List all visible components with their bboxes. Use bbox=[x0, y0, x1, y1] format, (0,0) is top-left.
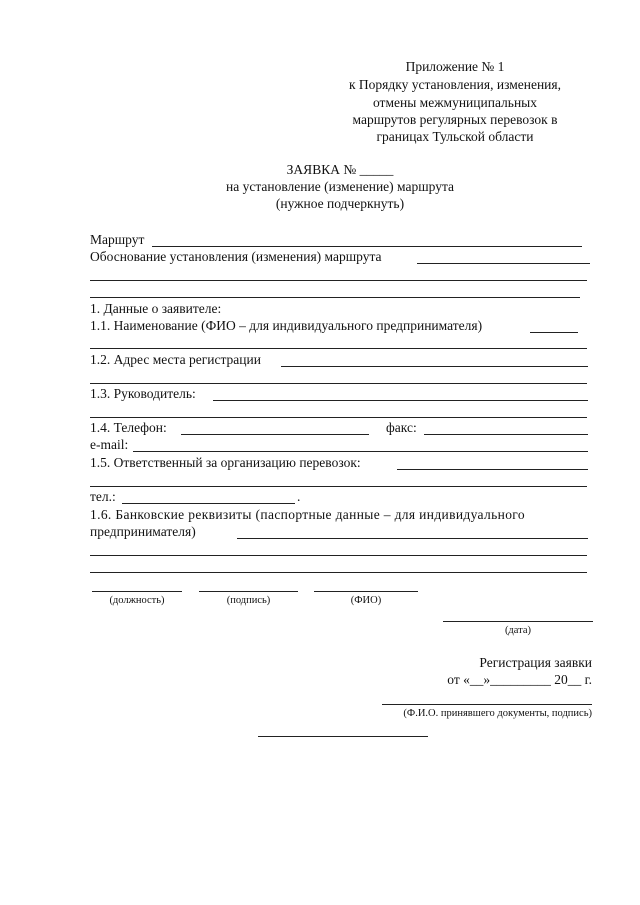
tel-field-line[interactable] bbox=[122, 503, 295, 504]
name-field-line-2[interactable] bbox=[90, 348, 587, 349]
route-label: Маршрут bbox=[90, 232, 145, 247]
head-field-line[interactable] bbox=[213, 400, 588, 401]
phone-field-line[interactable] bbox=[181, 434, 369, 435]
route-field-line[interactable] bbox=[152, 246, 582, 247]
phone-label: 1.4. Телефон: bbox=[90, 420, 167, 435]
registration-date: от «__»_________ 20__ г. bbox=[447, 672, 592, 687]
bank-details-field-line-3[interactable] bbox=[90, 572, 587, 573]
justification-field-line-2[interactable] bbox=[90, 280, 587, 281]
responsible-field-line-2[interactable] bbox=[90, 486, 587, 487]
justification-field-line-3[interactable] bbox=[90, 297, 580, 298]
position-caption: (должность) bbox=[109, 595, 165, 606]
appendix-line-4: границах Тульской области bbox=[376, 129, 534, 144]
application-title: ЗАЯВКА № _____ bbox=[286, 162, 394, 177]
address-label: 1.2. Адрес места регистрации bbox=[90, 352, 261, 367]
address-field-line-2[interactable] bbox=[90, 383, 587, 384]
fax-label: факс: bbox=[386, 420, 417, 435]
email-field-line[interactable] bbox=[133, 451, 588, 452]
address-field-line[interactable] bbox=[281, 366, 588, 367]
bank-details-field-line[interactable] bbox=[237, 538, 588, 539]
responsible-label: 1.5. Ответственный за организацию перевозок: bbox=[90, 455, 361, 470]
bank-details-label: 1.6. Банковские реквизиты (паспортные данные – для индивидуального bbox=[90, 507, 525, 522]
justification-field-line[interactable] bbox=[417, 263, 590, 264]
appendix-line-2: отмены межмуниципальных bbox=[372, 95, 537, 110]
bank-details-field-line-2[interactable] bbox=[90, 555, 587, 556]
registration-title: Регистрация заявки bbox=[479, 655, 592, 670]
date-caption: (дата) bbox=[504, 625, 532, 636]
appendix-title: Приложение № 1 bbox=[405, 59, 505, 74]
appendix-line-1: к Порядку установления, изменения, bbox=[348, 77, 561, 92]
signature-caption: (подпись) bbox=[226, 595, 271, 606]
email-label: e-mail: bbox=[90, 437, 129, 452]
head-field-line-2[interactable] bbox=[90, 417, 587, 418]
responsible-field-line[interactable] bbox=[397, 469, 588, 470]
tel-end-mark: . bbox=[297, 489, 301, 504]
bottom-line bbox=[258, 736, 428, 737]
head-label: 1.3. Руководитель: bbox=[90, 386, 196, 401]
application-note: (нужное подчеркнуть) bbox=[275, 196, 405, 211]
bank-details-label-2: предпринимателя) bbox=[90, 524, 196, 539]
applicant-section-heading: 1. Данные о заявителе: bbox=[90, 301, 222, 316]
fio-line[interactable] bbox=[314, 591, 418, 592]
tel-label: тел.: bbox=[90, 489, 116, 504]
name-label: 1.1. Наименование (ФИО – для индивидуального предпринимателя) bbox=[90, 318, 483, 333]
receiver-line[interactable] bbox=[382, 704, 592, 705]
position-line[interactable] bbox=[92, 591, 182, 592]
fio-caption: (ФИО) bbox=[350, 595, 382, 606]
name-field-line[interactable] bbox=[530, 332, 578, 333]
signature-line[interactable] bbox=[199, 591, 298, 592]
receiver-caption: (Ф.И.О. принявшего документы, подпись) bbox=[403, 708, 592, 719]
justification-label: Обоснование установления (изменения) маршрута bbox=[90, 249, 382, 264]
fax-field-line[interactable] bbox=[424, 434, 588, 435]
application-subtitle: на установление (изменение) маршрута bbox=[226, 179, 454, 194]
date-line[interactable] bbox=[443, 621, 593, 622]
appendix-line-3: маршрутов регулярных перевозок в bbox=[352, 112, 558, 127]
